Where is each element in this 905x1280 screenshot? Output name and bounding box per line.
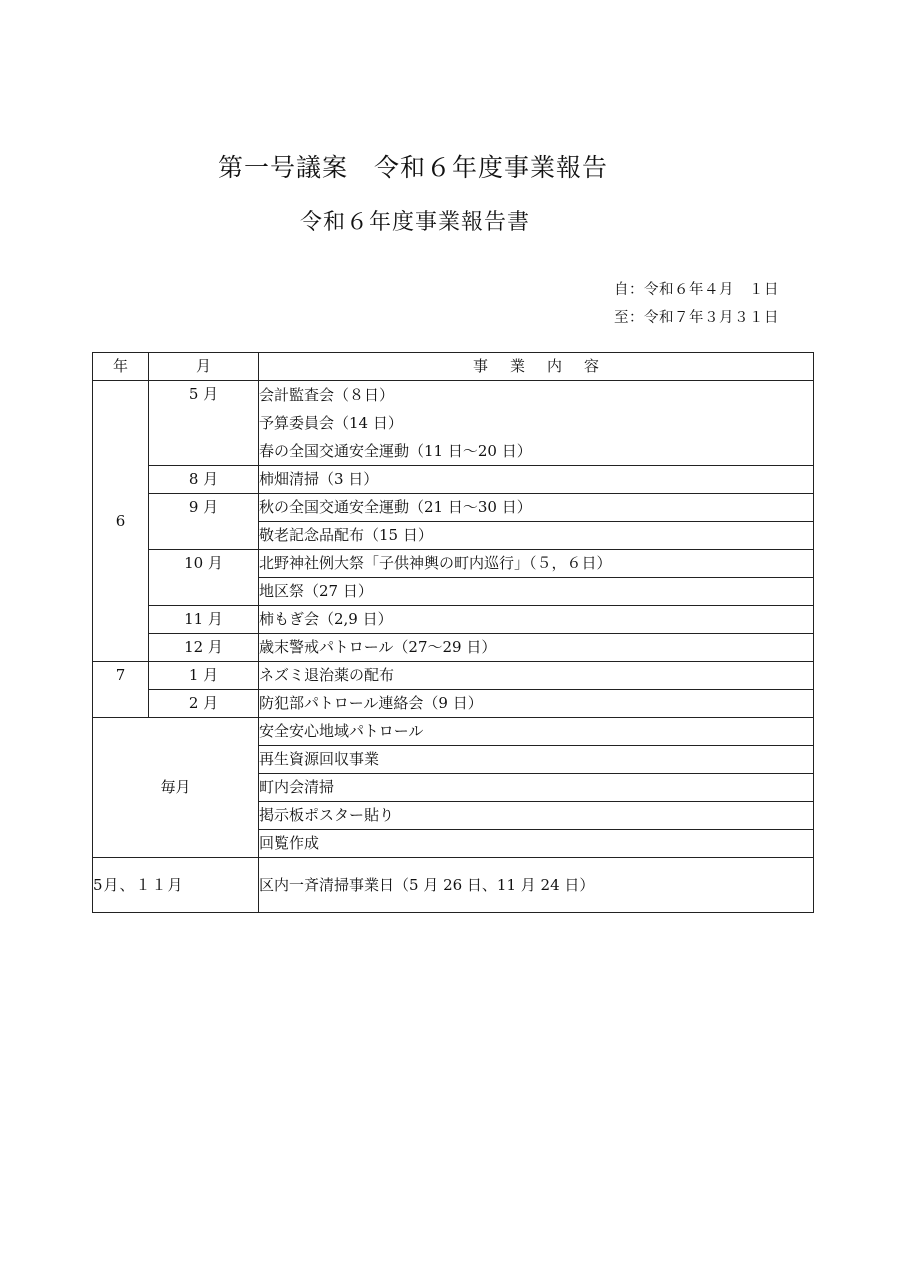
month-cell: 8 月 — [149, 466, 259, 494]
table-row — [93, 662, 814, 690]
content-cell: 秋の全国交通安全運動（21 日～30 日） — [259, 494, 814, 522]
table-row — [93, 466, 814, 494]
content-cell: 北野神社例大祭「子供神輿の町内巡行」（５，６日） — [259, 550, 814, 578]
table-row — [93, 634, 814, 662]
month-cell: 2 月 — [149, 690, 259, 718]
document-subtitle: 令和６年度事業報告書 — [300, 210, 531, 235]
content-cell: 柿もぎ会（2,9 日） — [259, 606, 814, 634]
content-cell: 地区祭（27 日） — [259, 578, 814, 606]
header-month: 月 — [149, 353, 259, 381]
table-row — [93, 606, 814, 634]
content-cell: 防犯部パトロール連絡会（9 日） — [259, 690, 814, 718]
list-item: 予算委員会（14 日） — [259, 414, 403, 432]
activity-report-table — [92, 352, 814, 913]
month-cell: 10 月 — [149, 550, 259, 606]
period-from: 自：令和６年４月 １日 — [614, 282, 779, 298]
month-cell: 5 月 — [149, 381, 259, 466]
content-cell: 安全安心地域パトロール — [259, 718, 814, 746]
month-cell: 9 月 — [149, 494, 259, 550]
year-6-cell: 6 — [93, 381, 149, 662]
special-month-cell: 5月、１１月 — [93, 858, 259, 913]
table-row — [93, 718, 814, 746]
document-title: 第一号議案 令和６年度事業報告 — [218, 153, 609, 182]
content-cell: 町内会清掃 — [259, 774, 814, 802]
content-cell: 敬老記念品配布（15 日） — [259, 522, 814, 550]
special-content-cell: 区内一斉清掃事業日（5 月 26 日、11 月 24 日） — [259, 858, 814, 913]
table-row — [93, 550, 814, 578]
header-content: 事業内容 — [259, 353, 814, 381]
content-cell — [259, 381, 814, 466]
table-header-row — [93, 353, 814, 381]
content-cell: 回覧作成 — [259, 830, 814, 858]
content-cell: 掲示板ポスター貼り — [259, 802, 814, 830]
table-row — [93, 381, 814, 466]
content-cell: 歳末警戒パトロール（27～29 日） — [259, 634, 814, 662]
table-row — [93, 494, 814, 522]
month-cell: 1 月 — [149, 662, 259, 690]
content-cell: ネズミ退治薬の配布 — [259, 662, 814, 690]
period-to: 至：令和７年３月３１日 — [614, 310, 779, 326]
list-item: 会計監査会（８日） — [259, 386, 395, 404]
content-cell: 柿畑清掃（3 日） — [259, 466, 814, 494]
month-cell: 11 月 — [149, 606, 259, 634]
list-item: 春の全国交通安全運動（11 日～20 日） — [259, 442, 532, 460]
year-7-cell: 7 — [93, 662, 149, 718]
table-row — [93, 858, 814, 913]
monthly-label-cell: 毎月 — [93, 718, 259, 858]
month-cell: 12 月 — [149, 634, 259, 662]
header-year: 年 — [93, 353, 149, 381]
content-cell: 再生資源回収事業 — [259, 746, 814, 774]
table-row — [93, 690, 814, 718]
